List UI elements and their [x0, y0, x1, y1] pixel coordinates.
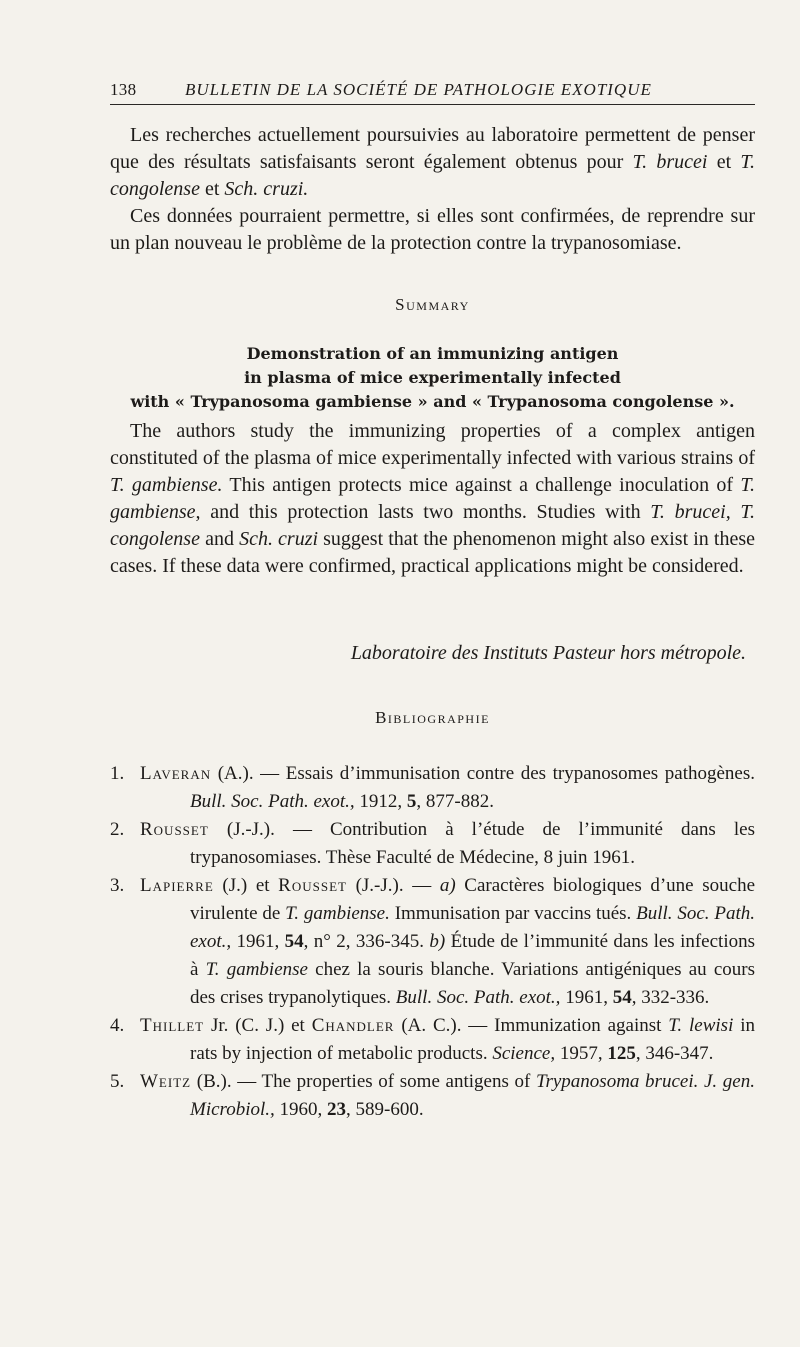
- bibliography-list: [110, 760, 755, 1124]
- intro-paragraph-1: Les recherches actuellement poursuivies au laboratoire permettent de penser que des résultats satisfaisants seront également obtenus pour T. brucei et T. congolense et Sch. cruzi.: [110, 124, 755, 200]
- summary-title-line-2: in plasma of mice experimentally infected: [244, 368, 621, 387]
- bibliography-heading: Bibliographie: [375, 708, 490, 727]
- page-number: 138: [110, 80, 137, 99]
- summary-title: [110, 342, 755, 414]
- summary-paragraph: The authors study the immunizing properties of a complex antigen constituted of the plasma of mice experimentally infected with various strains of T. gambiense. This antigen protects mice against a challenge inoculation of T. gambiense, and this protection lasts two months. Studies with T. brucei, T. congolense and Sch. cruzi suggest that the phenomenon might also exist in these cases. If these data were confirmed, practical applications might be considered.: [110, 420, 755, 577]
- running-header: [110, 80, 755, 105]
- reference-3: 3. Lapierre (J.) et Rousset (J.-J.). — a) Caractères biologiques d’une souche virulente de T. gambiense. Immunisation par vaccins tués. Bull. Soc. Path. exot., 1961, 54, n° 2, 336-345. b) Étude de l’immunité dans les infections à T. gambiense chez la souris blanche. Variations antigéniques au cours des crises trypanolytiques. Bull. Soc. Path. exot., 1961, 54, 332-336.: [110, 875, 756, 1008]
- summary-title-line-3: with « Trypanosoma gambiense » and « Trypanosoma congolense ».: [130, 392, 735, 411]
- reference-1: 1. Laveran (A.). — Essais d’immunisation contre des trypanosomes pathogènes. Bull. Soc. Path. exot., 1912, 5, 877-882.: [110, 763, 755, 812]
- summary-heading: Summary: [395, 295, 470, 314]
- reference-2: 2. Rousset (J.-J.). — Contribution à l’étude de l’immunité dans les trypanosomiases. Thèse Faculté de Médecine, 8 juin 1961.: [110, 819, 755, 868]
- reference-5: 5. Weitz (B.). — The properties of some antigens of Trypanosoma brucei. J. gen. Microbiol., 1960, 23, 589-600.: [110, 1071, 755, 1120]
- summary-title-line-1: Demonstration of an immunizing antigen: [246, 344, 619, 363]
- affiliation: Laboratoire des Instituts Pasteur hors métropole.: [350, 642, 746, 664]
- summary-text: [110, 418, 755, 580]
- reference-4: 4. Thillet Jr. (C. J.) et Chandler (A. C.). — Immunization against T. lewisi in rats by injection of metabolic products. Science, 1957, 125, 346-347.: [110, 1015, 755, 1064]
- intro-text: [110, 122, 755, 257]
- journal-title: BULLETIN DE LA SOCIÉTÉ DE PATHOLOGIE EXOTIQUE: [185, 80, 652, 99]
- intro-paragraph-2: Ces données pourraient permettre, si elles sont confirmées, de reprendre sur un plan nouveau le problème de la protection contre la trypanosomiase.: [110, 205, 755, 254]
